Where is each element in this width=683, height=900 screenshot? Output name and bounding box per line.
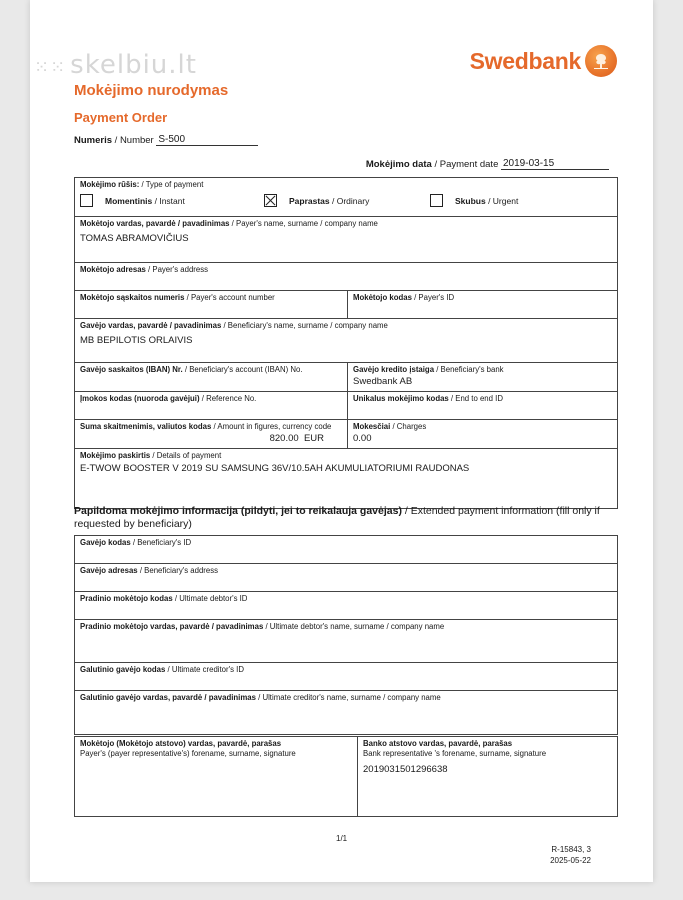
amount-value: 820.00: [269, 433, 299, 444]
ext-row-creditor-id: [75, 663, 617, 691]
ext-row-creditor-name: [75, 691, 617, 735]
signatures-box: [74, 736, 618, 817]
beneficiary-name-row: [75, 319, 617, 363]
title-lithuanian: Mokėjimo nurodymas: [74, 82, 229, 99]
urgent-checkbox[interactable]: [430, 194, 443, 207]
payer-address-field[interactable]: Mokėtojo adresas / Payer's address: [80, 265, 209, 274]
creditor-name-field[interactable]: Galutinio gavėjo vardas, pavardė / pavadinimas / Ultimate creditor's name, surname / company name: [80, 693, 441, 702]
beneficiary-address-field[interactable]: Gavėjo adresas / Beneficiary's address: [80, 566, 219, 575]
details-field[interactable]: Mokėjimo paskirtis / Details of payment E-TWOW BOOSTER V 2019 SU SAMSUNG 36V/10.5AH AKUMULIATORIUMI RAUDONAS: [75, 449, 617, 508]
beneficiary-id-field[interactable]: Gavėjo kodas / Beneficiary's ID: [80, 538, 192, 547]
payment-type-row: Mokėjimo rūšis: / Type of payment Momentinis / Instant Paprastas / Ordinary Skubus / Urgent: [75, 178, 617, 217]
payer-name-row: [75, 217, 617, 263]
extended-form: [74, 535, 618, 735]
option-ordinary[interactable]: Paprastas / Ordinary: [264, 194, 430, 207]
payer-account-row: [75, 291, 617, 319]
main-form: [74, 177, 618, 509]
currency-value: EUR: [303, 433, 324, 444]
date-field[interactable]: 2019-03-15: [501, 158, 609, 170]
charges-field[interactable]: Mokesčiai / Charges 0.00: [347, 420, 617, 448]
oak-tree-icon: [585, 45, 617, 77]
payer-account-field[interactable]: Mokėtojo sąskaitos numeris / Payer's account number: [80, 293, 275, 302]
payer-address-row: [75, 263, 617, 291]
instant-checkbox[interactable]: [80, 194, 93, 207]
beneficiary-bank-value: Swedbank AB: [353, 376, 413, 387]
watermark-dots-icon: ⁙⁙: [34, 57, 67, 78]
payer-name-value: TOMAS ABRAMOVIČIUS: [80, 233, 189, 244]
signatures-row: [75, 737, 617, 817]
ext-row-debtor-name: [75, 620, 617, 663]
amount-row: [75, 420, 617, 449]
details-row: [75, 449, 617, 509]
charges-value: 0.00: [353, 433, 372, 444]
payer-signature-field[interactable]: Mokėtojo (Mokėtojo atstovo) vardas, pavardė, parašas Payer's (payer representative's) forename, surname, signature: [80, 739, 296, 758]
beneficiary-bank-field[interactable]: Gavėjo kredito įstaiga / Beneficiary's bank Swedbank AB: [347, 363, 617, 391]
end-to-end-field[interactable]: Unikalus mokėjimo kodas / End to end ID: [347, 392, 617, 419]
beneficiary-account-row: [75, 363, 617, 392]
debtor-name-field[interactable]: Pradinio mokėtojo vardas, pavardė / pavadinimas / Ultimate debtor's name, surname / company name: [80, 622, 445, 631]
logo-text: Swedbank: [469, 47, 581, 74]
reference-field[interactable]: Įmokos kodas (nuoroda gavėjui) / Reference No.: [80, 394, 257, 403]
page-number: 1/1: [336, 834, 348, 843]
beneficiary-account-field[interactable]: Gavėjo saskaitos (IBAN) Nr. / Beneficiary's account (IBAN) No.: [80, 365, 303, 374]
title-english: Payment Order: [74, 110, 168, 125]
number-field[interactable]: S-500: [156, 134, 258, 146]
ordinary-checkbox[interactable]: [264, 194, 277, 207]
ext-row-beneficiary-address: [75, 564, 617, 592]
watermark: ⁙⁙ skelbiu.lt: [34, 50, 197, 80]
ext-row-beneficiary-id: [75, 536, 617, 564]
extended-info-title: Papildoma mokėjimo informacija (pildyti, jei to reikalauja gavėjas) / Extended payment information (fill only if requested by beneficiary): [74, 505, 600, 530]
option-urgent[interactable]: Skubus / Urgent: [430, 194, 518, 207]
creditor-id-field[interactable]: Galutinio gavėjo kodas / Ultimate creditor's ID: [80, 665, 244, 674]
ext-row-debtor-id: [75, 592, 617, 620]
bank-signature-value: 201903150129663​8: [363, 764, 448, 775]
amount-field[interactable]: Suma skaitmenimis, valiutos kodas / Amount in figures, currency code 820.00 EUR: [80, 422, 332, 444]
number-line: Numeris / Number S-500: [74, 134, 258, 146]
payment-order-page: [30, 0, 653, 882]
payer-name-field[interactable]: Mokėtojo vardas, pavardė / pavadinimas / Payer's name, surname / company name TOMAS ABRAMOVIČIUS: [75, 217, 617, 262]
date-line: Mokėjimo data / Payment date 2019-03-15: [366, 158, 609, 170]
beneficiary-name-value: MB BEPILOTIS ORLAIVIS: [80, 335, 193, 346]
form-code: R-15843, 3 2025-05-22: [550, 845, 591, 865]
reference-row: [75, 392, 617, 420]
debtor-id-field[interactable]: Pradinio mokėtojo kodas / Ultimate debtor's ID: [80, 594, 248, 603]
option-instant[interactable]: Momentinis / Instant: [80, 194, 264, 207]
swedbank-logo: [470, 45, 617, 77]
beneficiary-name-field[interactable]: Gavėjo vardas, pavardė / pavadinimas / Beneficiary's name, surname / company name MB BEPILOTIS ORLAIVIS: [75, 319, 617, 362]
payer-id-field[interactable]: Mokėtojo kodas / Payer's ID: [347, 291, 617, 318]
details-value: E-TWOW BOOSTER V 2019 SU SAMSUNG 36V/10.5AH AKUMULIATORIUMI RAUDONAS: [80, 463, 470, 474]
bank-signature-field[interactable]: Banko atstovo vardas, pavardė, parašas Bank representative 's forename, surname, signature 201903150129663​8: [357, 737, 617, 816]
